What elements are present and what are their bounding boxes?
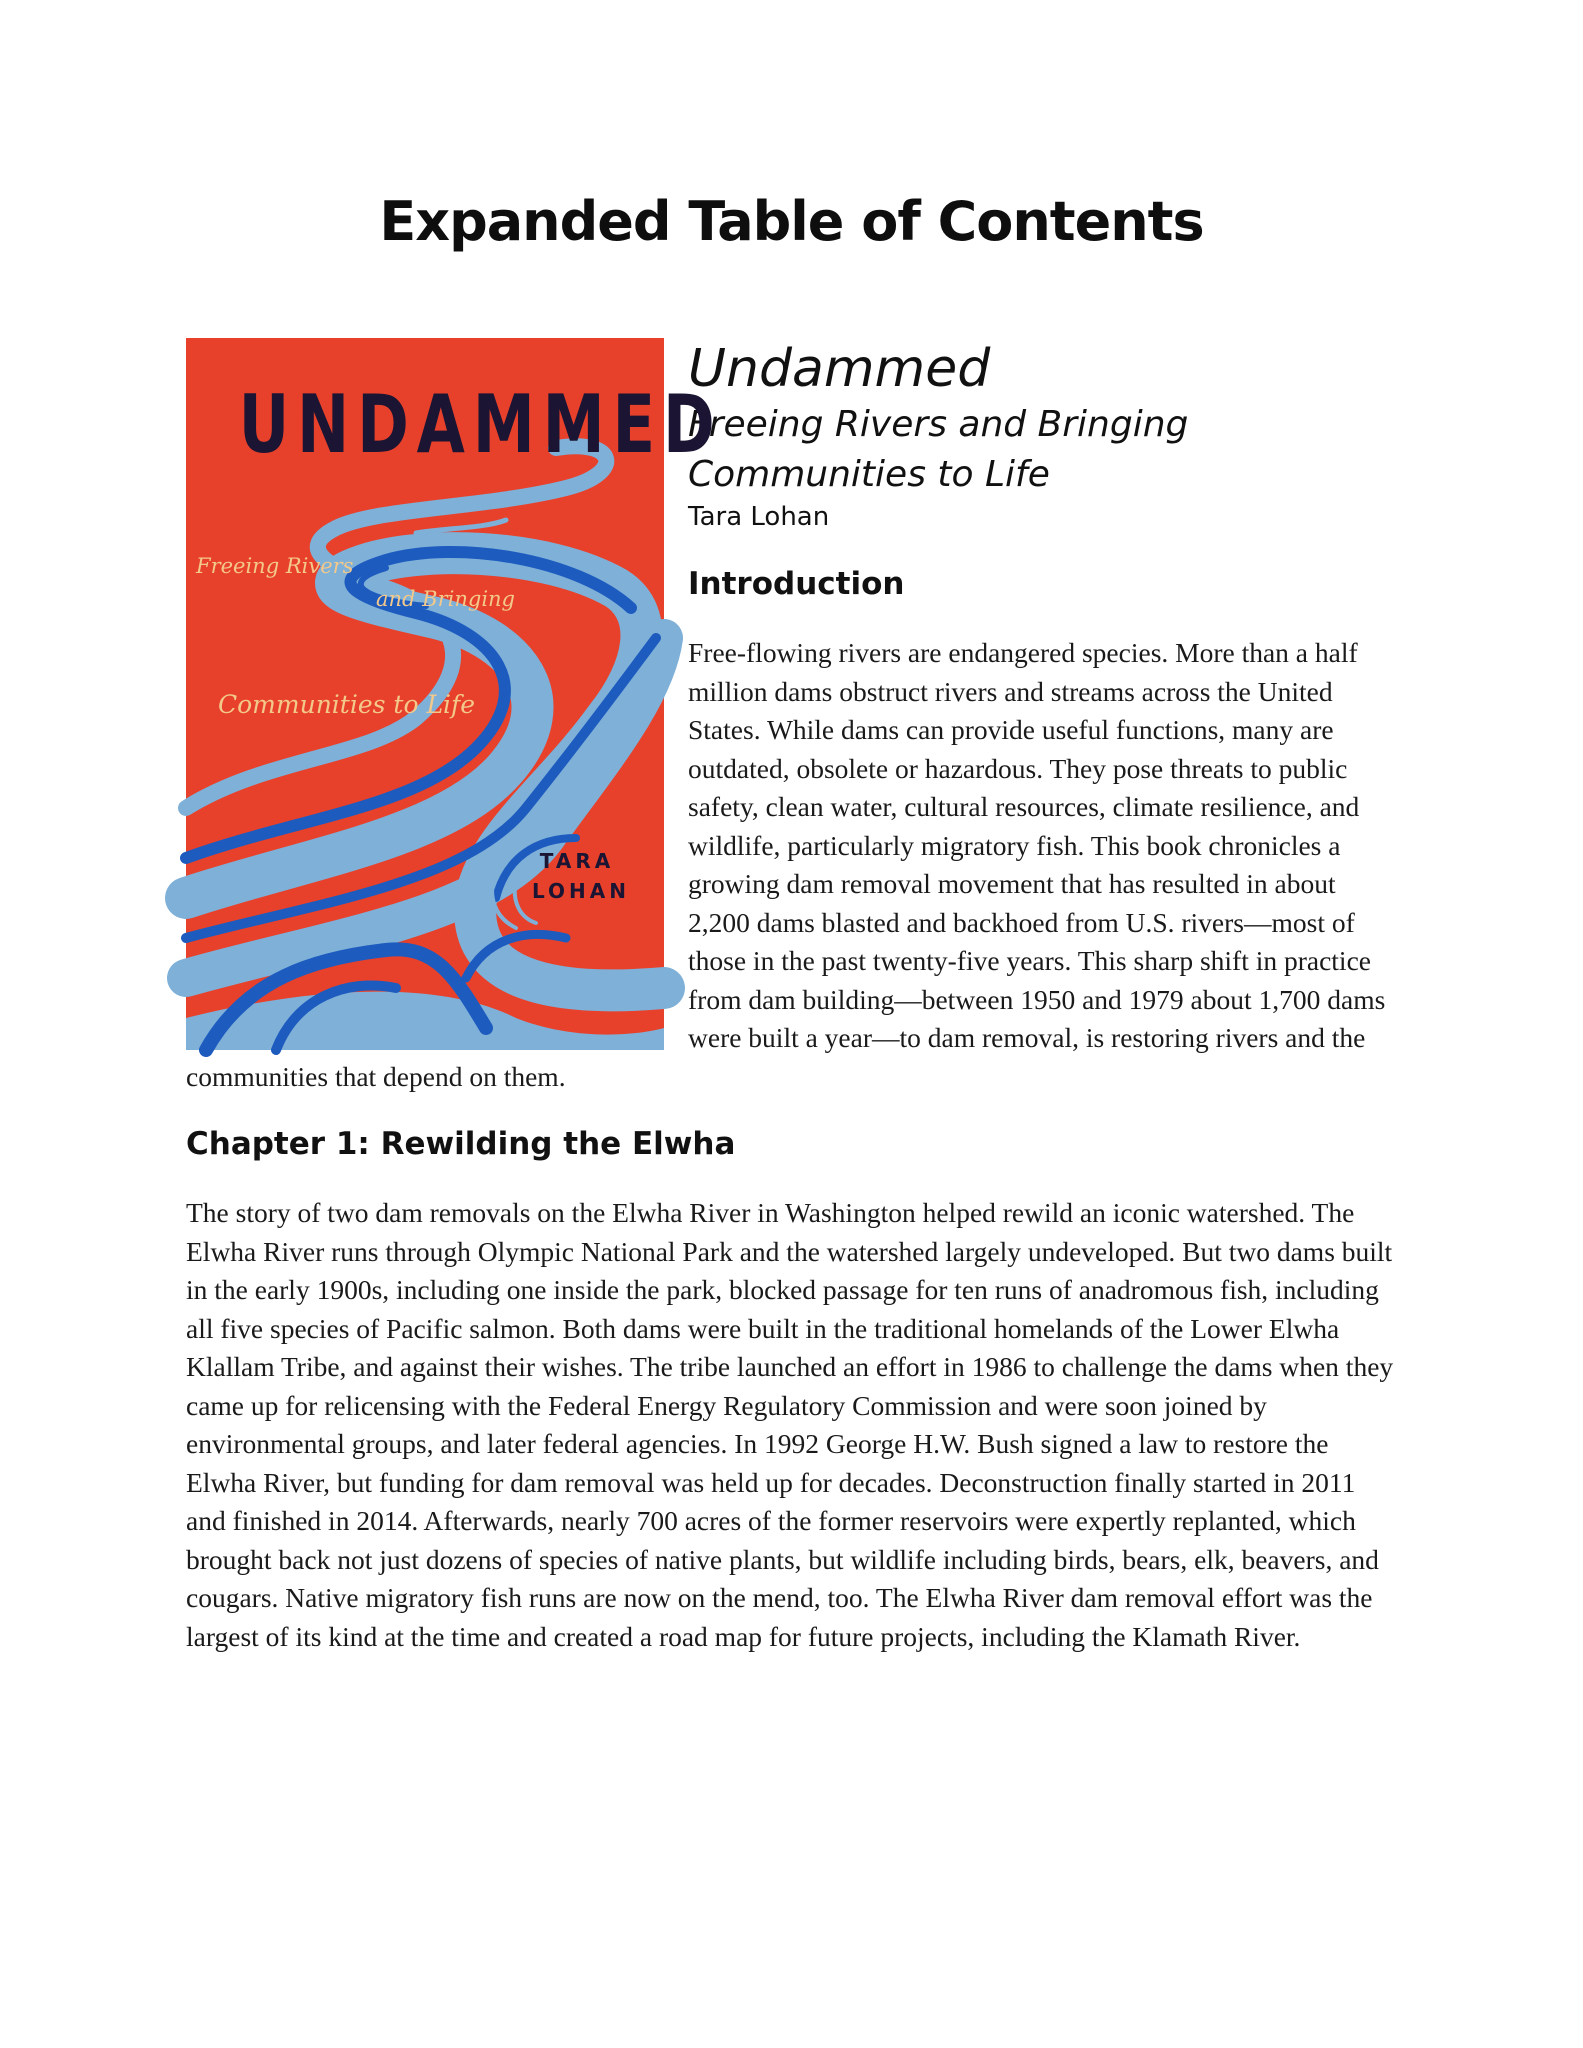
document-content [186, 338, 1398, 1656]
book-subtitle-line2: Communities to Life [688, 454, 1050, 495]
book-title: Undammed [688, 339, 991, 399]
book-author: Tara Lohan [688, 502, 830, 532]
section-body-introduction: Free-flowing rivers are endangered species. More than a half million dams obstruct rivers and streams across the United States. While dams can provide useful functions, many are outdated, obsolete or hazardous. They pose threats to public safety, clean water, cultural resources, climate resilience, and wildlife, particularly migratory fish. This book chronicles a growing dam removal movement that has resulted in about 2,200 dams blasted and backhoed from U.S. rivers—most of those in the past twenty-five years. This sharp shift in practice from dam building—between 1950 and 1979 about 1,700 dams were built a year—to dam removal, is restoring rivers and the communities that depend on them. [186, 637, 1386, 1092]
section-heading-introduction: Introduction [688, 566, 905, 602]
cover-title: UNDAMMED [238, 378, 723, 471]
cover-subtitle-line2: and Bringing [376, 587, 516, 611]
cover-author-first: TARA [539, 849, 615, 873]
page-title: Expanded Table of Contents [379, 190, 1204, 253]
cover-subtitle-line1: Freeing Rivers [196, 554, 354, 578]
cover-author [532, 846, 630, 906]
book-cover-image [186, 338, 723, 1050]
section-body-chapter-1: The story of two dam removals on the Elwha River in Washington helped rewild an iconic watershed. The Elwha River runs through Olympic National Park and the watershed largely undeveloped. But two dams built in the early 1900s, including one inside the park, blocked passage for ten runs of anadromous fish, including all five species of Pacific salmon. Both dams were built in the traditional homelands of the Lower Elwha Klallam Tribe, and against their wishes. The tribe launched an effort in 1986 to challenge the dams when they came up for relicensing with the Federal Energy Regulatory Commission and were soon joined by environmental groups, and later federal agencies. In 1992 George H.W. Bush signed a law to restore the Elwha River, but funding for dam removal was held up for decades. Deconstruction finally started in 2011 and finished in 2014. Afterwards, nearly 700 acres of the former reservoirs were expertly replanted, which brought back not just dozens of species of native plants, but wildlife including birds, bears, elk, beavers, and cougars. Native migratory fish runs are now on the mend, too. The Elwha River dam removal effort was the largest of its kind at the time and created a road map for future projects, including the Klamath River. [186, 1197, 1394, 1652]
book-subtitle-line1: Freeing Rivers and Bringing [688, 404, 1189, 445]
section-heading-chapter-1: Chapter 1: Rewilding the Elwha [186, 1126, 736, 1162]
cover-author-last: LOHAN [532, 879, 630, 903]
cover-subtitle-line3: Communities to Life [218, 690, 476, 719]
